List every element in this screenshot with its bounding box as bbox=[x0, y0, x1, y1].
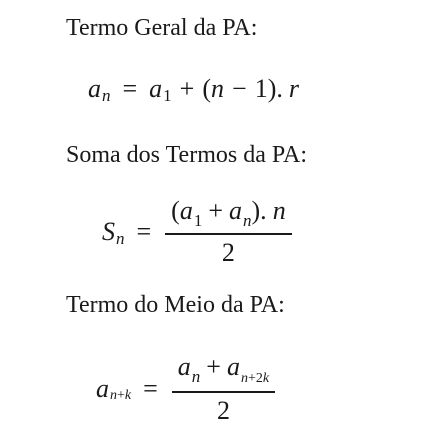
heading-termo-do-meio: Termo do Meio da PA: bbox=[66, 292, 285, 318]
fraction-meio: $\frac{a_n + a_{n+2k}}{2}$ bbox=[172, 352, 275, 427]
heading-termo-geral: Termo Geral da PA: bbox=[66, 15, 258, 41]
formula-soma-dos-termos: S n = $\frac{(a_1 + a_n). n}{2}$ bbox=[102, 196, 292, 269]
fraction-soma: $\frac{(a_1 + a_n). n}{2}$ bbox=[165, 196, 292, 269]
formula-termo-do-meio: a n+k = $\frac{a_n + a_{n+2k}}{2}$ bbox=[96, 352, 275, 427]
heading-soma-dos-termos: Soma dos Termos da PA: bbox=[66, 142, 308, 168]
formula-termo-geral: a n = a 1 + ( n − 1). r bbox=[88, 74, 299, 105]
